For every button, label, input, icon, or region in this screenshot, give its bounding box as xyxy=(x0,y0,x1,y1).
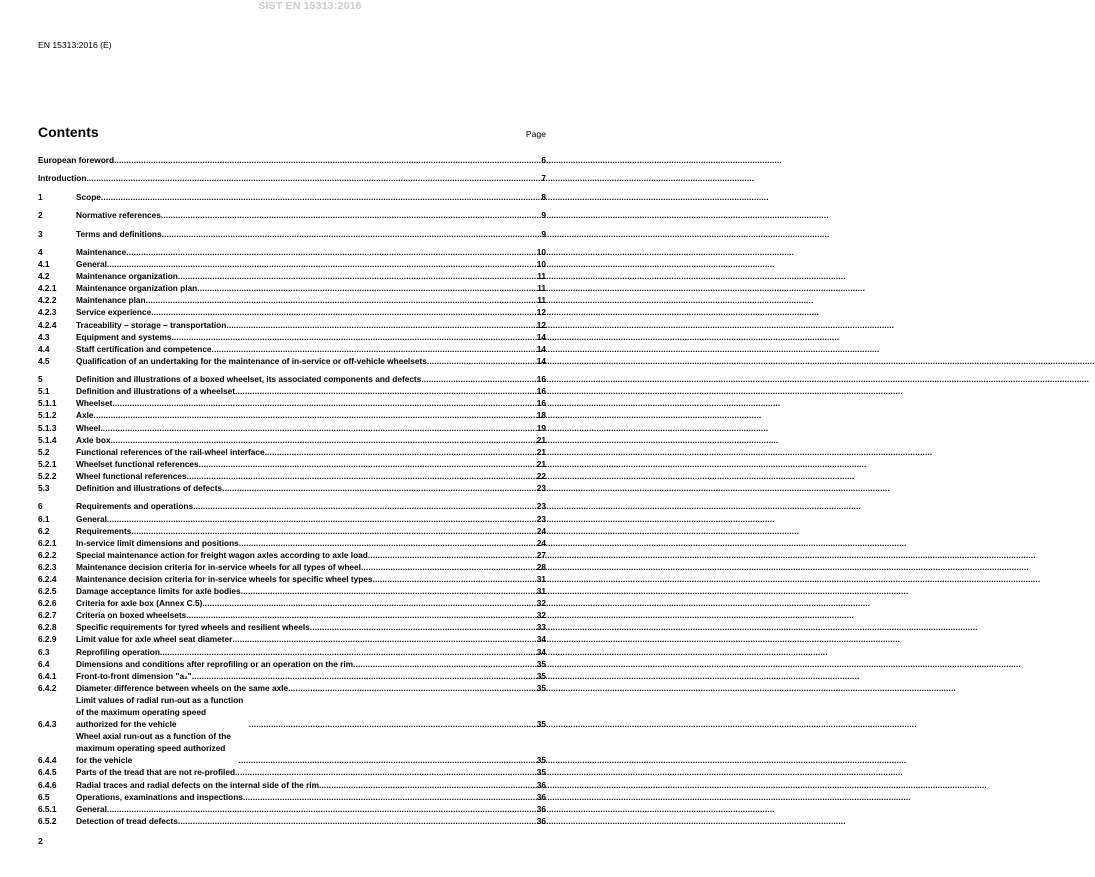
toc-leader-dots xyxy=(212,343,536,355)
toc-entry-page: 9 xyxy=(541,228,546,239)
toc-entry-number: 6.2.8 xyxy=(38,622,57,633)
toc-entry[interactable] xyxy=(38,319,546,331)
toc-entry[interactable] xyxy=(38,154,546,166)
toc-entry-title: Axle box xyxy=(76,434,111,445)
toc-leader-dots xyxy=(193,500,536,512)
toc-leader-dots xyxy=(202,597,535,609)
toc-entry-title: Maintenance decision criteria for in-service wheels for specific wheel types xyxy=(76,573,373,584)
toc-entry[interactable] xyxy=(38,549,546,561)
toc-entry-page: 35 xyxy=(536,682,546,693)
toc-entry-title: Detection of tread defects xyxy=(76,815,178,826)
toc-entry-title: Dimensions and conditions after reprofiling or an operation on the rim xyxy=(76,658,354,669)
toc-leader-dots xyxy=(186,609,536,621)
toc-entry-title: Staff certification and competence xyxy=(76,343,212,354)
toc-entry[interactable] xyxy=(38,730,546,766)
toc-entry[interactable] xyxy=(38,766,546,778)
toc-entry-page: 36 xyxy=(536,779,546,790)
contents-heading: Contents xyxy=(38,124,99,140)
toc-entry-page: 19 xyxy=(536,422,546,433)
toc-entry-number: 6.2.9 xyxy=(38,634,57,645)
toc-entry-number: 6.2 xyxy=(38,525,50,536)
toc-entry-title: Operations, examinations and inspections xyxy=(76,791,243,802)
toc-entry-page: 27 xyxy=(536,549,546,560)
toc-entry-number: 6.4.4 xyxy=(38,755,57,766)
toc-entry-number: 5.1 xyxy=(38,386,50,397)
toc-entry-page: 7 xyxy=(541,173,546,184)
toc-entry[interactable] xyxy=(38,470,546,482)
toc-leader-dots xyxy=(241,585,536,597)
table-of-contents xyxy=(38,154,546,827)
toc-entry-page: 14 xyxy=(536,343,546,354)
toc-entry-title: Requirements and operations xyxy=(76,501,194,512)
toc-leader-dots xyxy=(131,525,535,537)
toc-entry-page: 35 xyxy=(536,658,546,669)
toc-entry-number: 6 xyxy=(38,501,43,512)
toc-entry-title: Axle xyxy=(76,410,94,421)
toc-entry[interactable] xyxy=(38,803,546,815)
toc-entry-title: Requirements xyxy=(76,525,132,536)
toc-entry-number: 6.4.1 xyxy=(38,670,57,681)
toc-entry[interactable] xyxy=(38,815,546,827)
toc-entry-title: Scope xyxy=(76,191,101,202)
toc-entry-title: Wheel xyxy=(76,422,101,433)
toc-entry-title: General xyxy=(76,259,107,270)
toc-entry[interactable] xyxy=(38,409,546,421)
toc-entry[interactable] xyxy=(38,585,546,597)
toc-entry-title: General xyxy=(76,803,107,814)
toc-entry-number: 4.2.4 xyxy=(38,319,57,330)
toc-entry-page: 9 xyxy=(541,210,546,221)
toc-entry-page: 33 xyxy=(536,622,546,633)
toc-entry-page: 16 xyxy=(536,374,546,385)
toc-leader-dots xyxy=(86,172,540,184)
toc-entry-title: Parts of the tread that are not re-profiled xyxy=(76,767,236,778)
toc-entry-title: Wheel functional references xyxy=(76,470,187,481)
toc-entry-page: 35 xyxy=(536,719,546,730)
toc-leader-dots xyxy=(126,246,536,258)
toc-leader-dots xyxy=(319,779,536,791)
toc-entry-number: 5.1.3 xyxy=(38,422,57,433)
page-number: 2 xyxy=(38,836,43,846)
toc-entry[interactable] xyxy=(38,597,546,609)
toc-leader-dots xyxy=(107,803,536,815)
toc-leader-dots xyxy=(232,633,535,645)
toc-entry-page: 36 xyxy=(536,815,546,826)
toc-entry-page: 6 xyxy=(541,155,546,165)
toc-leader-dots xyxy=(160,646,536,658)
toc-entry[interactable] xyxy=(38,294,546,306)
toc-leader-dots xyxy=(111,434,536,446)
toc-entry-page: 11 xyxy=(537,283,546,294)
toc-entry-page: 23 xyxy=(536,513,546,524)
toc-entry[interactable] xyxy=(38,331,546,343)
toc-entry-title: Introduction xyxy=(38,173,87,184)
toc-entry-number: 6.5.1 xyxy=(38,803,57,814)
toc-entry-number: 6.4 xyxy=(38,658,50,669)
toc-entry-title: Reprofiling operation xyxy=(76,646,160,657)
toc-entry-number: 6.1 xyxy=(38,513,50,524)
toc-entry-page: 34 xyxy=(536,634,546,645)
toc-entry-title: Maintenance organization xyxy=(76,271,178,282)
toc-entry-number: 6.2.2 xyxy=(38,549,57,560)
toc-entry-title: Terms and definitions xyxy=(76,228,162,239)
toc-entry[interactable] xyxy=(38,373,546,385)
toc-entry-title: Radial traces and radial defects on the internal side of the rim xyxy=(76,779,319,790)
toc-entry-number: 4.2.3 xyxy=(38,307,57,318)
toc-entry[interactable] xyxy=(38,646,546,658)
toc-entry[interactable] xyxy=(38,172,546,184)
toc-entry-title: Qualification of an undertaking for the maintenance of in-service or off-vehicle wheelsets xyxy=(76,355,427,366)
toc-entry[interactable] xyxy=(38,282,546,294)
toc-entry-title: General xyxy=(76,513,107,524)
toc-entry-page: 16 xyxy=(536,398,546,409)
toc-entry-page: 23 xyxy=(536,483,546,494)
toc-leader-dots xyxy=(353,658,536,670)
toc-entry[interactable] xyxy=(38,791,546,803)
toc-leader-dots xyxy=(112,397,535,409)
toc-entry-number: 2 xyxy=(38,210,43,221)
toc-entry[interactable] xyxy=(38,343,546,355)
toc-entry-number: 4 xyxy=(38,246,43,257)
toc-leader-dots xyxy=(114,154,540,166)
toc-entry-number: 6.3 xyxy=(38,646,50,657)
toc-leader-dots xyxy=(243,791,536,803)
toc-entry-page: 31 xyxy=(536,573,546,584)
toc-entry-title: Wheelset xyxy=(76,398,113,409)
toc-entry-page: 35 xyxy=(536,755,546,766)
toc-entry-title: Criteria for axle box (Annex C.5) xyxy=(76,598,203,609)
toc-entry[interactable] xyxy=(38,573,546,585)
toc-entry-page: 10 xyxy=(536,259,546,270)
toc-entry[interactable] xyxy=(38,306,546,318)
toc-entry-number: 5 xyxy=(38,374,43,385)
toc-leader-dots xyxy=(368,549,536,561)
toc-entry-number: 5.1.4 xyxy=(38,434,57,445)
toc-entry-title: In-service limit dimensions and positions xyxy=(76,537,239,548)
toc-entry-title: Functional references of the rail-wheel interface xyxy=(76,446,265,457)
toc-entry-page: 36 xyxy=(536,803,546,814)
toc-leader-dots xyxy=(288,682,536,694)
toc-entry-number: 6.4.6 xyxy=(38,779,57,790)
toc-entry-title: Maintenance xyxy=(76,246,127,257)
toc-entry-page: 31 xyxy=(536,586,546,597)
toc-leader-dots xyxy=(101,191,540,203)
toc-entry-page: 21 xyxy=(536,458,546,469)
toc-leader-dots xyxy=(178,815,536,827)
toc-entry-page: 12 xyxy=(536,319,546,330)
toc-entry-page: 32 xyxy=(536,598,546,609)
toc-entry-number: 5.2 xyxy=(38,446,50,457)
toc-entry-page: 32 xyxy=(536,610,546,621)
toc-entry[interactable] xyxy=(38,537,546,549)
toc-entry-number: 1 xyxy=(38,191,43,202)
toc-entry-number: 4.4 xyxy=(38,343,50,354)
toc-entry-number: 4.2.1 xyxy=(38,283,57,294)
toc-leader-dots xyxy=(178,270,536,282)
toc-leader-dots xyxy=(373,573,536,585)
toc-entry[interactable] xyxy=(38,209,546,221)
toc-entry[interactable] xyxy=(38,500,546,512)
toc-entry-page: 23 xyxy=(536,501,546,512)
toc-leader-dots xyxy=(187,470,536,482)
toc-entry-page: 10 xyxy=(536,246,546,257)
toc-leader-dots xyxy=(107,513,536,525)
toc-entry-page: 24 xyxy=(536,537,546,548)
toc-entry-title: Definition and illustrations of a boxed wheelset, its associated components and defects xyxy=(76,374,422,385)
toc-entry-number: 4.5 xyxy=(38,355,50,366)
toc-entry-page: 14 xyxy=(536,355,546,366)
toc-entry[interactable] xyxy=(38,482,546,494)
toc-leader-dots xyxy=(146,294,537,306)
toc-entry-title: Maintenance organization plan xyxy=(76,283,198,294)
toc-entry-number: 4.2.2 xyxy=(38,295,57,306)
toc-entry-number: 4.2 xyxy=(38,271,50,282)
toc-entry[interactable] xyxy=(38,270,546,282)
toc-entry[interactable] xyxy=(38,633,546,645)
toc-leader-dots xyxy=(249,718,536,730)
toc-entry-title: Front-to-front dimension "a₂" xyxy=(76,670,192,681)
toc-entry-title: Limit value for axle wheel seat diameter xyxy=(76,634,233,645)
toc-leader-dots xyxy=(239,754,536,766)
toc-entry[interactable] xyxy=(38,434,546,446)
toc-entry[interactable] xyxy=(38,779,546,791)
toc-entry-number: 6.4.5 xyxy=(38,767,57,778)
toc-leader-dots xyxy=(222,482,536,494)
toc-entry-title: Special maintenance action for freight wagon axles according to axle load xyxy=(76,549,368,560)
toc-entry-number: 6.2.7 xyxy=(38,610,57,621)
toc-entry[interactable] xyxy=(38,385,546,397)
toc-entry-title: Criteria on boxed wheelsets xyxy=(76,610,187,621)
toc-entry-page: 18 xyxy=(536,410,546,421)
toc-entry-title: Limit values of radial run-out as a function of the maximum operating speed authorized for the vehicle xyxy=(76,694,244,730)
toc-entry-title: Service experience xyxy=(76,307,152,318)
toc-entry[interactable] xyxy=(38,658,546,670)
toc-entry-number: 6.5 xyxy=(38,791,50,802)
toc-entry[interactable] xyxy=(38,355,546,367)
toc-entry-title: Equipment and systems xyxy=(76,331,172,342)
toc-entry-number: 4.1 xyxy=(38,259,50,270)
toc-entry[interactable] xyxy=(38,609,546,621)
toc-entry-title: Specific requirements for tyred wheels and resilient wheels xyxy=(76,622,310,633)
toc-entry[interactable] xyxy=(38,458,546,470)
toc-entry-title: Diameter difference between wheels on the same axle xyxy=(76,682,289,693)
toc-entry-number: 6.4.2 xyxy=(38,682,57,693)
toc-entry-number: 5.3 xyxy=(38,483,50,494)
toc-leader-dots xyxy=(239,537,536,549)
toc-entry-page: 21 xyxy=(536,446,546,457)
toc-entry-page: 16 xyxy=(536,386,546,397)
toc-entry-number: 5.1.1 xyxy=(38,398,57,409)
toc-leader-dots xyxy=(235,385,536,397)
toc-leader-dots xyxy=(107,258,536,270)
toc-entry-title: Damage acceptance limits for axle bodies xyxy=(76,586,241,597)
toc-leader-dots xyxy=(171,331,535,343)
toc-leader-dots xyxy=(94,409,536,421)
toc-leader-dots xyxy=(265,446,536,458)
toc-entry-number: 5.1.2 xyxy=(38,410,57,421)
document-id: EN 15313:2016 (E) xyxy=(38,40,112,50)
toc-entry[interactable] xyxy=(38,397,546,409)
toc-entry-number: 3 xyxy=(38,228,43,239)
toc-leader-dots xyxy=(199,458,536,470)
toc-entry-page: 35 xyxy=(536,767,546,778)
toc-entry-title: Wheel axial run-out as a function of the maximum operating speed authorized for the vehicle xyxy=(76,731,231,766)
toc-entry-title: Wheelset functional references xyxy=(76,458,199,469)
toc-entry-title: European foreword xyxy=(38,155,115,165)
toc-entry-page: 11 xyxy=(537,295,546,306)
page-column-label: Page xyxy=(525,129,546,139)
toc-entry[interactable] xyxy=(38,422,546,434)
toc-leader-dots xyxy=(235,766,536,778)
toc-entry-title: Traceability – storage – transportation xyxy=(76,319,227,330)
toc-entry-number: 5.2.2 xyxy=(38,470,57,481)
toc-entry-page: 21 xyxy=(536,434,546,445)
toc-entry[interactable] xyxy=(38,246,546,258)
toc-entry-page: 34 xyxy=(536,646,546,657)
toc-entry-number: 6.2.3 xyxy=(38,561,57,572)
toc-entry[interactable] xyxy=(38,682,546,694)
toc-leader-dots xyxy=(161,209,541,221)
toc-entry[interactable] xyxy=(38,513,546,525)
toc-leader-dots xyxy=(100,422,535,434)
toc-entry-title: Maintenance decision criteria for in-service wheels for all types of wheel xyxy=(76,561,361,572)
toc-entry-page: 14 xyxy=(536,331,546,342)
toc-entry[interactable] xyxy=(38,525,546,537)
toc-entry-number: 6.2.4 xyxy=(38,573,57,584)
toc-entry-title: Maintenance plan xyxy=(76,295,146,306)
toc-entry[interactable] xyxy=(38,446,546,458)
toc-entry-number: 6.2.1 xyxy=(38,537,57,548)
toc-leader-dots xyxy=(361,561,536,573)
toc-leader-dots xyxy=(162,228,541,240)
toc-entry[interactable] xyxy=(38,258,546,270)
toc-leader-dots xyxy=(197,282,536,294)
watermark: SIST EN 15313:2016 xyxy=(258,0,362,12)
toc-entry-number: 6.5.2 xyxy=(38,815,57,826)
toc-entry[interactable] xyxy=(38,670,546,682)
toc-entry-title: Definition and illustrations of defects xyxy=(76,483,223,494)
toc-leader-dots xyxy=(226,319,535,331)
toc-entry[interactable] xyxy=(38,621,546,633)
toc-leader-dots xyxy=(192,670,536,682)
toc-entry-page: 22 xyxy=(536,470,546,481)
toc-entry-page: 28 xyxy=(536,561,546,572)
toc-entry-title: Normative references xyxy=(76,210,161,221)
toc-entry[interactable] xyxy=(38,561,546,573)
toc-entry[interactable] xyxy=(38,228,546,240)
toc-entry-page: 36 xyxy=(536,791,546,802)
toc-entry-number: 4.3 xyxy=(38,331,50,342)
toc-entry-page: 11 xyxy=(537,271,546,282)
toc-entry-number: 6.4.3 xyxy=(38,719,57,730)
toc-entry[interactable] xyxy=(38,191,546,203)
toc-leader-dots xyxy=(427,355,536,367)
toc-entry-number: 6.2.6 xyxy=(38,598,57,609)
toc-entry-number: 5.2.1 xyxy=(38,458,57,469)
toc-entry-number: 6.2.5 xyxy=(38,586,57,597)
toc-entry-page: 8 xyxy=(541,191,546,202)
toc-entry-page: 35 xyxy=(536,670,546,681)
toc-entry[interactable] xyxy=(38,694,546,730)
toc-entry-page: 24 xyxy=(536,525,546,536)
toc-entry-page: 12 xyxy=(536,307,546,318)
toc-leader-dots xyxy=(421,373,535,385)
toc-entry-title: Definition and illustrations of a wheelset xyxy=(76,386,236,397)
toc-leader-dots xyxy=(151,306,536,318)
toc-leader-dots xyxy=(310,621,536,633)
